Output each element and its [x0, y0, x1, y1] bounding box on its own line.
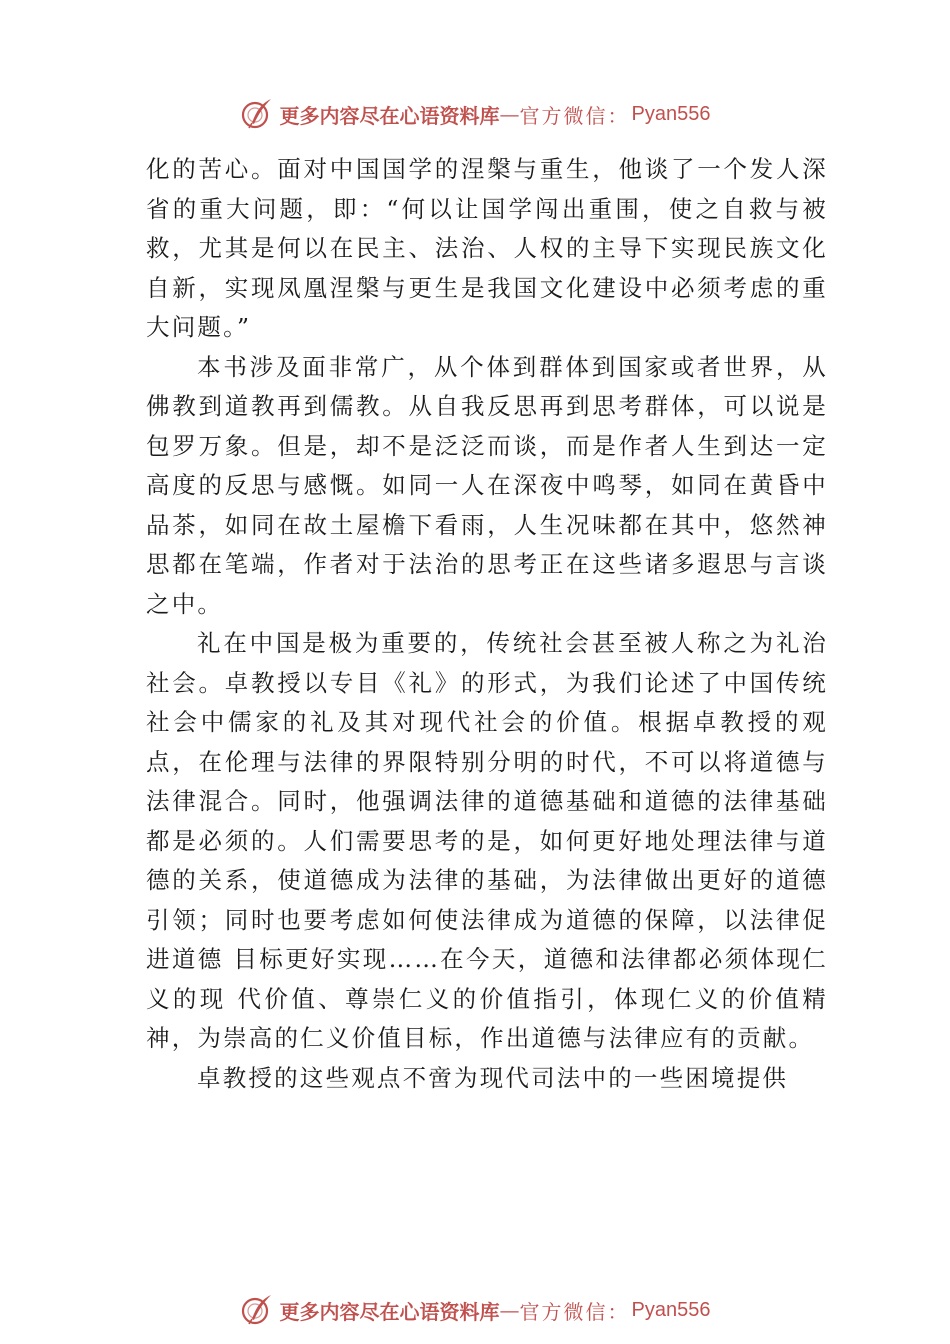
- banner-wechat-id: Pyan556: [631, 102, 711, 125]
- footer-banner: [0, 1288, 950, 1332]
- banner-main-text: 更多内容尽在心语资料库: [279, 1299, 500, 1324]
- paragraph: 本书涉及面非常广，从个体到群体到国家或者世界，从佛教到道教再到儒教。从自我反思再到思考群体，可以说是包罗万象。但是，却不是泛泛而谈，而是作者人生到达一定高度的反思与感慨。如同一人在深夜中鸣琴，如同在黄昏中品茶，如同在故土屋檐下看雨，人生况味都在其中，悠然神思都在笔端，作者对于法治的思考正在这些诸多遐思与言谈之中。: [146, 352, 828, 618]
- quill-pen-icon: [240, 1293, 274, 1327]
- banner-wechat-label: 官方微信：: [519, 1299, 630, 1324]
- quill-pen-icon: [240, 97, 274, 131]
- banner-separator: —: [499, 1298, 520, 1322]
- banner-main-text: 更多内容尽在心语资料库: [279, 103, 500, 128]
- banner-wechat-label: 官方微信：: [519, 103, 630, 128]
- banner-separator: —: [499, 102, 520, 126]
- paragraph: 卓教授的这些观点不啻为现代司法中的一些困境提供: [197, 1063, 789, 1092]
- banner-wechat-id: Pyan556: [631, 1298, 711, 1321]
- document-body: [146, 150, 828, 1098]
- paragraph: 礼在中国是极为重要的，传统社会甚至被人称之为礼治社会。卓教授以专目《礼》的形式，为我们论述了中国传统社会中儒家的礼及其对现代社会的价值。根据卓教授的观点，在伦理与法律的界限特别分明的时代，不可以将道德与法律混合。同时，他强调法律的道德基础和道德的法律基础都是必须的。人们需要思考的是，如何更好地处理法律与道德的关系，使道德成为法律的基础，为法律做出更好的道德引领；同时也要考虑如何使法律成为道德的保障，以法律促进道德 目标更好实现……在今天，道德和法律都必须体现仁义的现 代价值、尊崇仁义的价值指引，体现仁义的价值精神，为崇高的仁义价值目标，作出道德与法律应有的贡献。: [146, 629, 828, 1052]
- header-banner: [0, 92, 950, 136]
- paragraph-continuation: 化的苦心。面对中国国学的涅槃与重生，他谈了一个发人深省的重大问题，即：“何以让国学闯出重围，使之自救与被救，尤其是何以在民主、法治、人权的主导下实现民族文化自新，实现凤凰涅槃与更生是我国文化建设中必须考虑的重大问题。”: [146, 155, 828, 341]
